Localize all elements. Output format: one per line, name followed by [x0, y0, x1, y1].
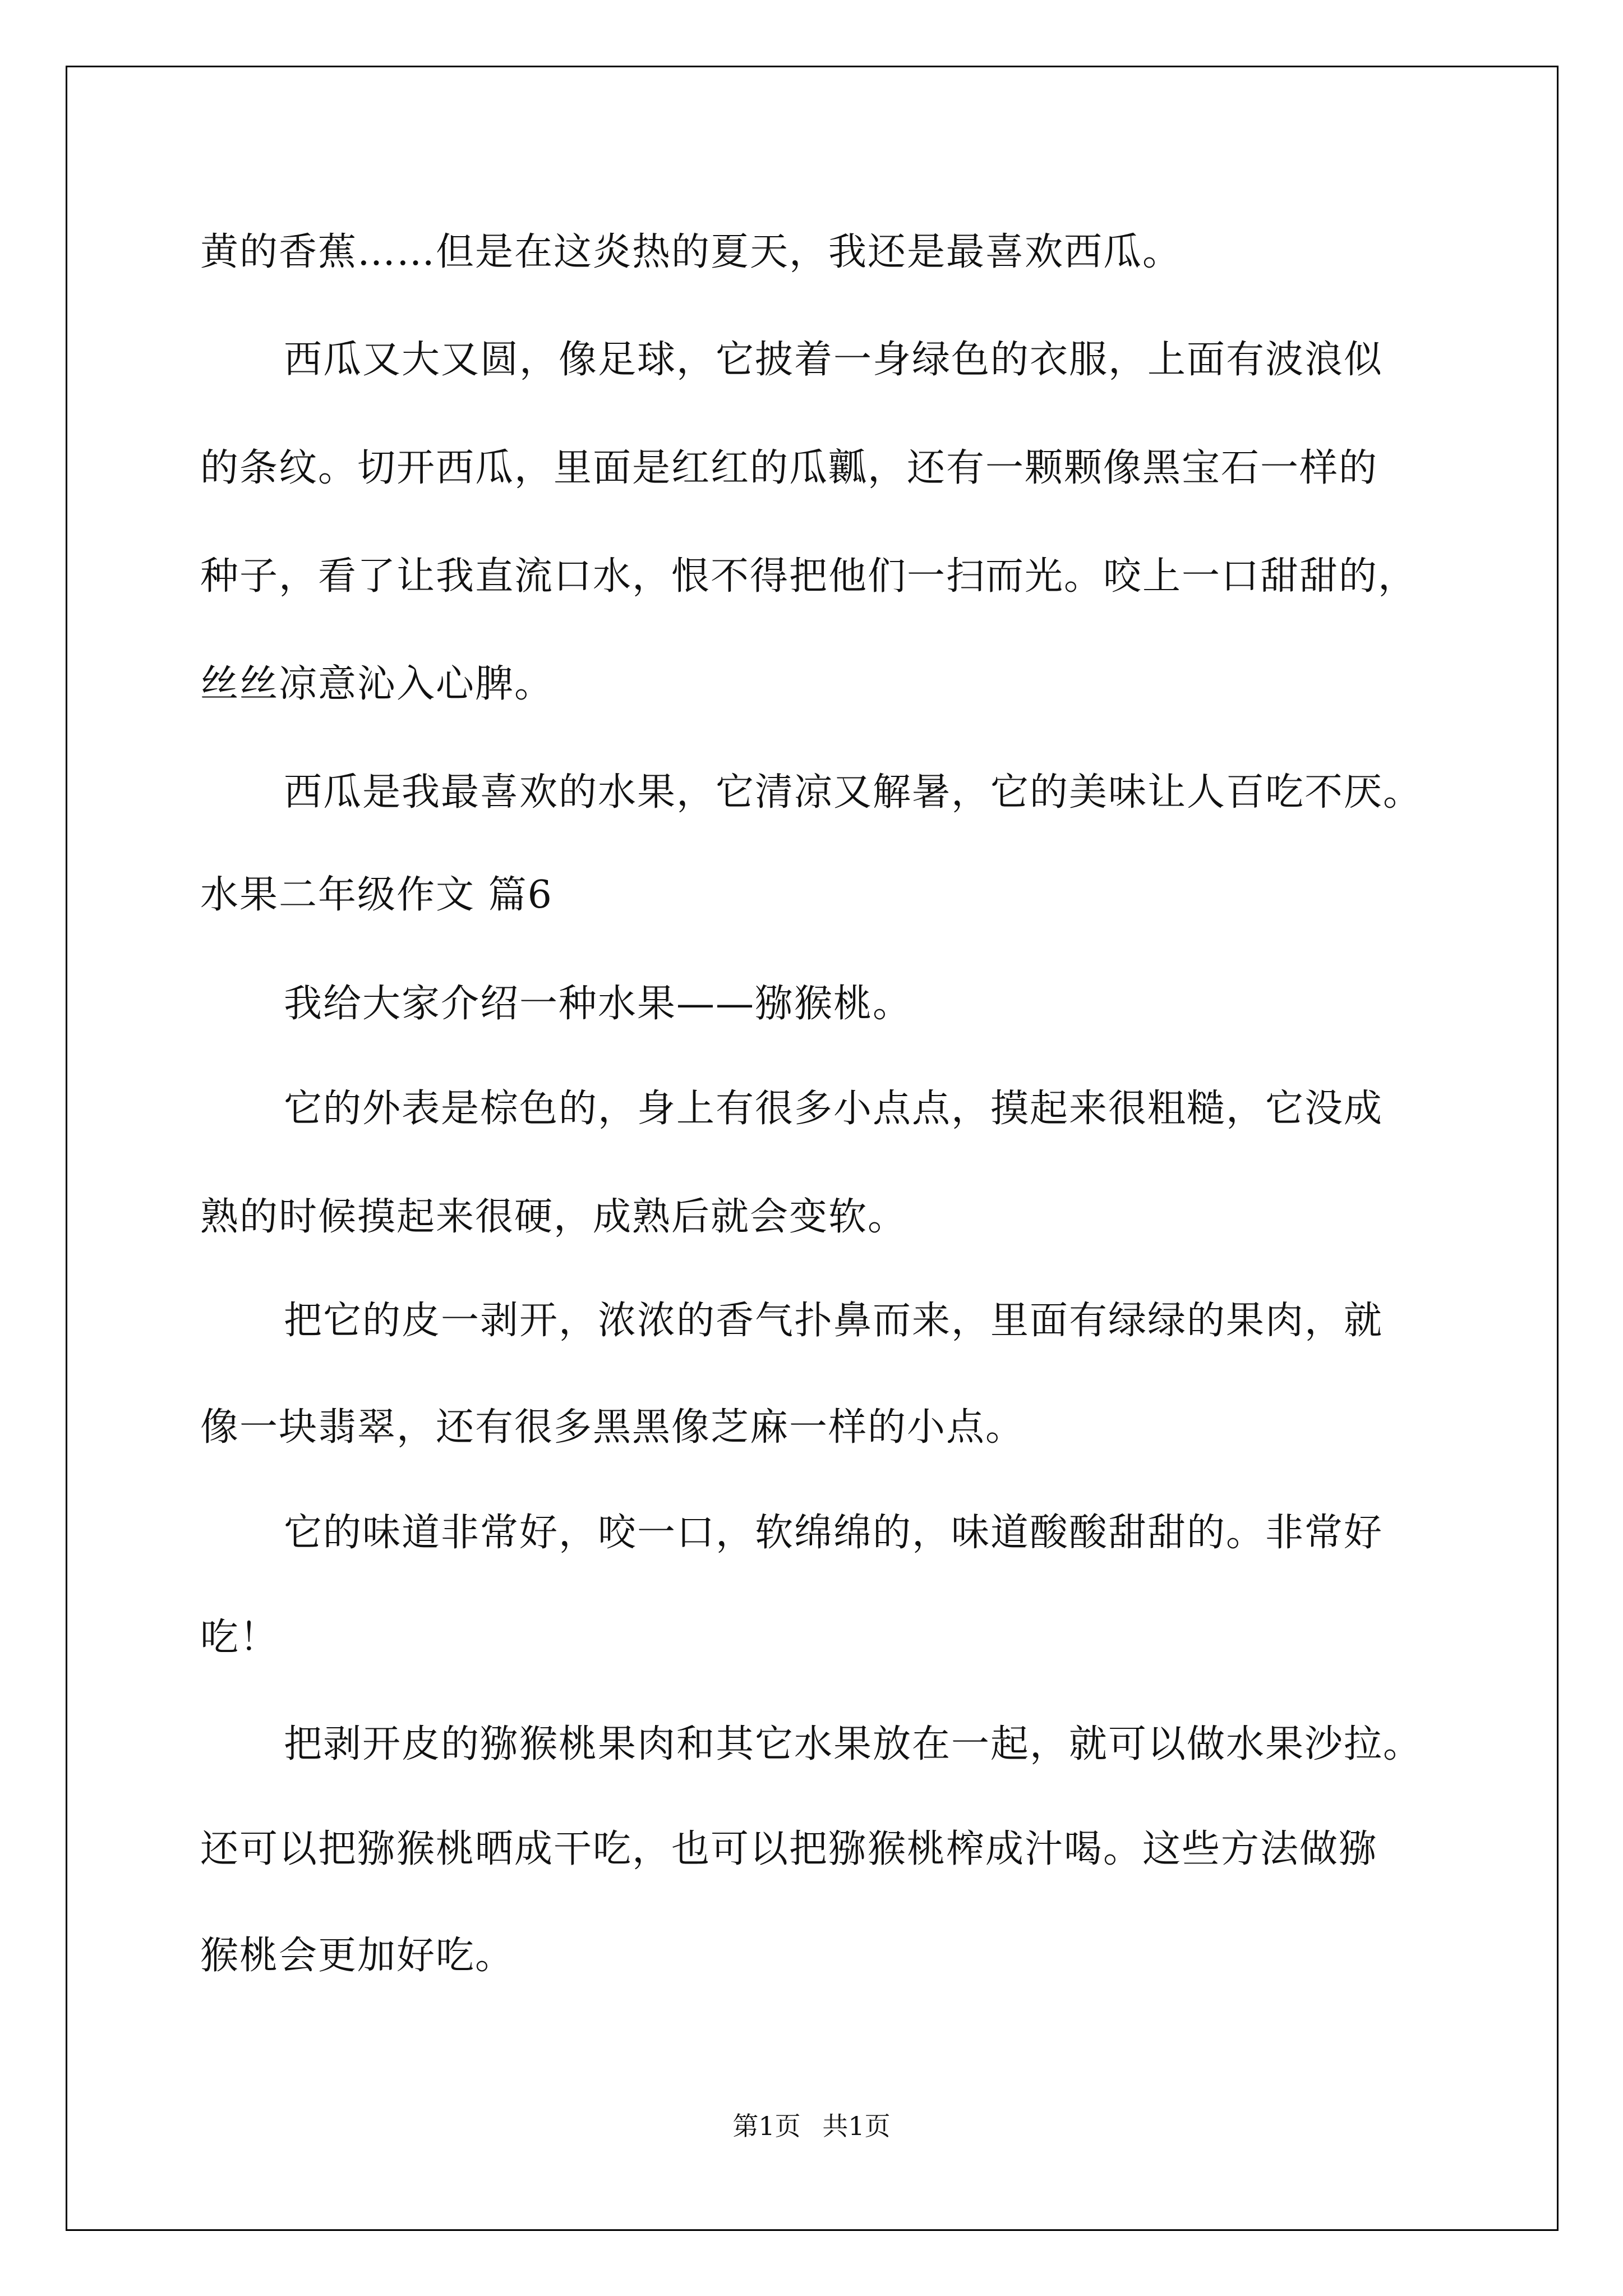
text-line: 吃！: [200, 1616, 279, 1660]
paragraph-start: 我给大家介绍一种水果——猕猴桃。: [284, 982, 912, 1026]
paragraph-start: 西瓜又大又圆，像足球，它披着一身绿色的衣服，上面有波浪似: [284, 338, 1384, 382]
text-line: 还可以把猕猴桃晒成干吃，也可以把猕猴桃榨成汁喝。这些方法做猕: [200, 1827, 1378, 1871]
paragraph-start: 西瓜是我最喜欢的水果，它清凉又解暑，它的美味让人百吃不厌。: [284, 770, 1423, 815]
paragraph-start: 它的味道非常好，咬一口，软绵绵的，味道酸酸甜甜的。非常好: [284, 1511, 1384, 1555]
text-line: 丝丝凉意沁入心脾。: [200, 662, 554, 706]
text-line: 黄的香蕉……但是在这炎热的夏天，我还是最喜欢西瓜。: [200, 230, 1182, 274]
paragraph-start: 把剥开皮的猕猴桃果肉和其它水果放在一起，就可以做水果沙拉。: [284, 1722, 1423, 1766]
page-total: 共1页: [822, 2111, 891, 2141]
text-line: 的条纹。切开西瓜，里面是红红的瓜瓤，还有一颗颗像黑宝石一样的: [200, 446, 1378, 490]
text-line: 种子，看了让我直流口水，恨不得把他们一扫而光。咬上一口甜甜的，: [200, 554, 1418, 599]
page-number: 第1页: [732, 2111, 801, 2141]
text-line: 猴桃会更加好吃。: [200, 1934, 515, 1978]
paragraph-start: 把它的皮一剥开，浓浓的香气扑鼻而来，里面有绿绿的果肉，就: [284, 1299, 1384, 1343]
page-border: [66, 66, 1559, 2231]
page-footer: [0, 2110, 1623, 2142]
section-heading: 水果二年级作文 篇6: [200, 873, 553, 917]
text-line: 熟的时候摸起来很硬，成熟后就会变软。: [200, 1195, 907, 1239]
paragraph-start: 它的外表是棕色的，身上有很多小点点，摸起来很粗糙，它没成: [284, 1087, 1384, 1131]
text-line: 像一块翡翠，还有很多黑黑像芝麻一样的小点。: [200, 1405, 1025, 1450]
